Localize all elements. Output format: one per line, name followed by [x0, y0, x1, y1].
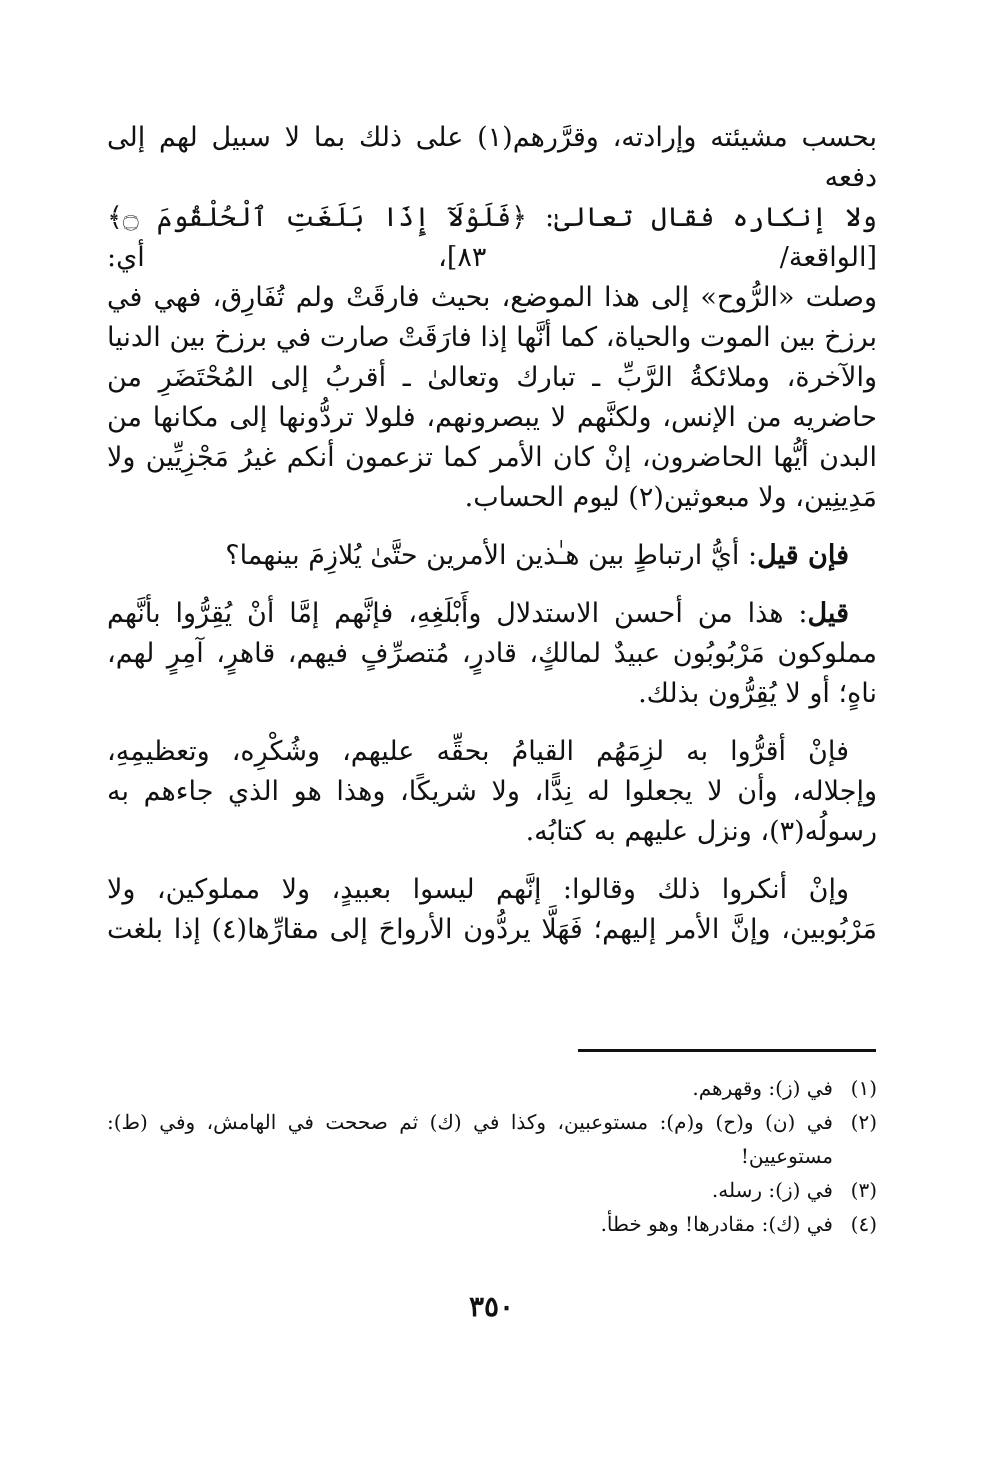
footnote-1 [107, 1071, 877, 1105]
paragraph-5 [107, 870, 877, 950]
text-line: وإنْ أنكروا ذلك وقالوا: إنَّهم ليسوا بعبيدٍ، ولا مملوكين، ولا [107, 874, 849, 905]
footnote-text: في (ز): رسله. [711, 1178, 833, 1202]
footnote-4 [107, 1207, 877, 1241]
question-text: : أيُّ ارتباطٍ بين هـٰذين الأمرين حتَّىٰ يُلازِمَ بينهما؟ [225, 540, 758, 571]
text-line: مَدِينِين، ولا مبعوثين(٢) ليوم الحساب. [464, 482, 877, 513]
question-lead: فإن قيل [757, 540, 849, 571]
footnote-number: (٢) [850, 1110, 877, 1134]
answer-text: : هذا من أحسن الاستدلال وأَبْلَغِهِ، فإنَّهم إمَّا أنْ يُقِرُّوا بأنَّهم [107, 598, 808, 629]
page-number: ٣٥٠ [468, 1290, 515, 1323]
paragraph-4 [107, 732, 877, 852]
footnote-number: (٤) [850, 1212, 877, 1236]
text-line [107, 594, 877, 634]
footnote-number: (٣) [850, 1178, 877, 1202]
paragraph-answer [107, 594, 877, 714]
text-line: مملوكون مَرْبُوبُون عبيدٌ لمالكٍ، قادرٍ، مُتصرِّفٍ فيهم، قاهرٍ، آمِرٍ لهم، [107, 638, 877, 669]
text-line: فإنْ أقرُّوا به لزِمَهُم القيامُ بحقِّه عليهم، وشُكْرِه، وتعظيمِهِ، [107, 736, 849, 767]
text-line: رسولُه(٣)، ونزل عليهم به كتابُه. [525, 816, 877, 847]
text-line: ولا إنكاره فقال تعالىٰ: ﴿فَلَوْلَآ إِذَا بَلَغَتِ ٱلْحُلْقُومَ ۝﴾[الواقعة/ ٨٣]، أي: [107, 202, 877, 273]
text-line: وإجلاله، وأن لا يجعلوا له نِدًّا، ولا شريكًا، وهذا هو الذي جاءهم به [107, 776, 877, 807]
footnote-separator [578, 1049, 876, 1052]
answer-lead: قيل [807, 598, 849, 629]
footnote-2 [107, 1105, 877, 1173]
text-line: ناهٍ؛ أو لا يُقِرُّون بذلك. [638, 678, 877, 709]
footnote-text: في (ز): وقهرهم. [692, 1076, 833, 1100]
text-line: برزخ بين الموت والحياة، كما أنَّها إذا فارَقَتْ صارت في برزخ بين الدنيا [107, 322, 877, 353]
text-line: والآخرة، وملائكةُ الرَّبِّ ـ تبارك وتعالىٰ ـ أقربُ إلى المُحْتَضَرِ من [107, 362, 877, 393]
footnote-text: في (ن) و(ح) و(م): مستوعبين، وكذا في (ك) ثم صححت في الهامش، وفي (ط): مستوعيين! [107, 1110, 833, 1168]
footnote-text: في (ك): مقادرها! وهو خطأ. [600, 1212, 833, 1236]
text-line: وصلت «الرُّوح» إلى هذا الموضع، بحيث فارقَتْ ولم تُفَارِق، فهي في [107, 282, 877, 313]
footnote-number: (١) [850, 1076, 877, 1100]
paragraph-question [107, 536, 877, 576]
footnotes [107, 1071, 877, 1241]
text-line [107, 536, 849, 576]
text-line: بحسب مشيئته وإرادته، وقرَّرهم(١) على ذلك بما لا سبيل لهم إلى دفعه [107, 122, 877, 193]
main-text [107, 118, 877, 968]
paragraph-1 [107, 118, 877, 518]
footnote-3 [107, 1173, 877, 1207]
text-line: البدن أيُّها الحاضرون، إنْ كان الأمر كما تزعمون أنكم غيرُ مَجْزِيِّين ولا [107, 442, 877, 473]
text-line: حاضريه من الإنس، ولكنَّهم لا يبصرونهم، فلولا تردُّونها إلى مكانها من [107, 402, 877, 433]
text-line: مَرْبُوبين، وإنَّ الأمر إليهم؛ فَهَلَّا يردُّون الأرواحَ إلى مقارِّها(٤) إذا بلغت [107, 914, 877, 945]
